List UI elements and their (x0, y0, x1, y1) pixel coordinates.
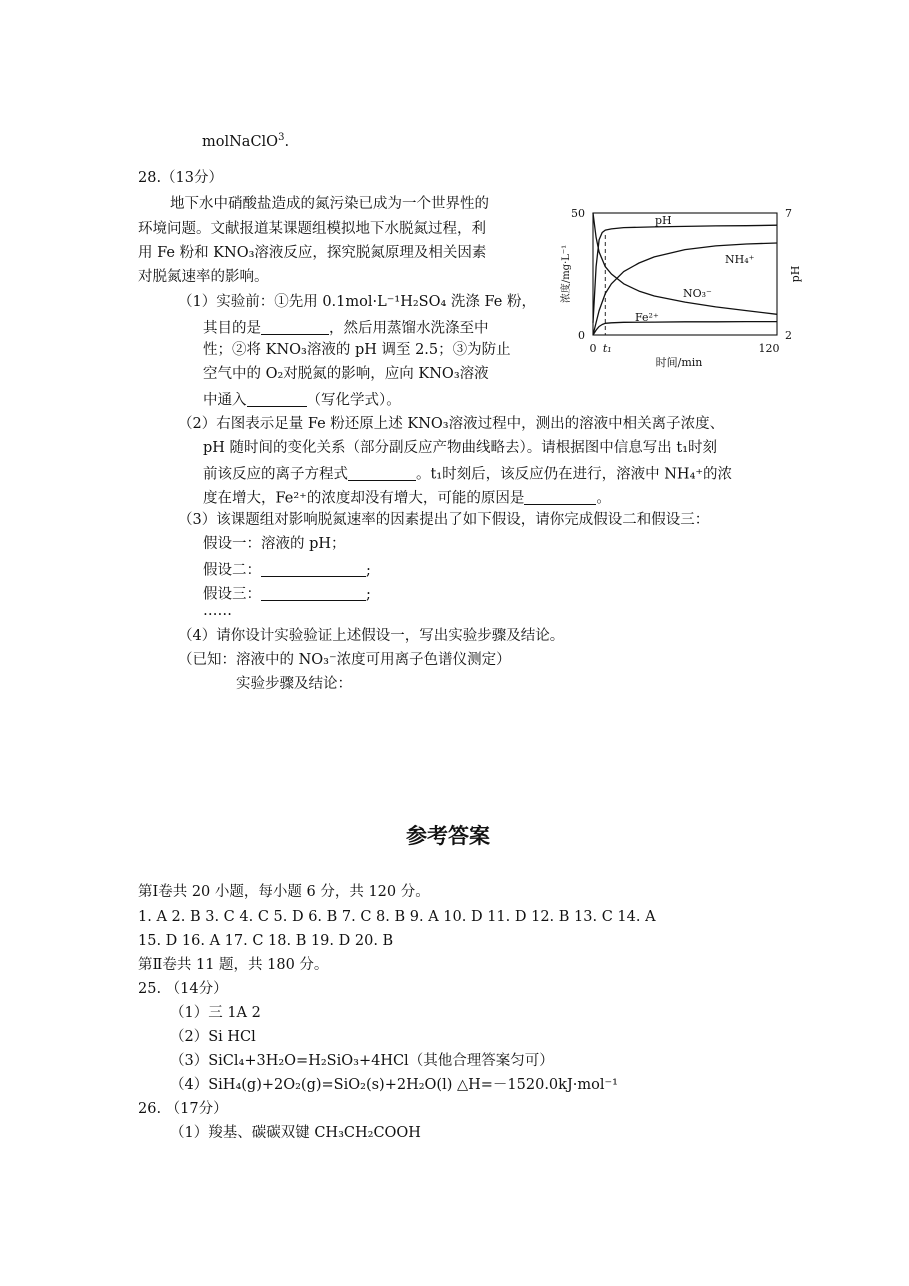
q28-part2-line: （2）右图表示足量 Fe 粉还原上述 KNO₃溶液过程中，测出的溶液中相关离子浓度、 (178, 416, 725, 432)
x-axis-label: 时间/min (655, 356, 703, 369)
q25-header: 25. （14分） (138, 981, 228, 997)
series-label: pH (655, 214, 672, 227)
y-right-tick-label: 2 (785, 329, 792, 342)
hypothesis-tail: ; (366, 586, 371, 603)
q28-part2-line (203, 489, 611, 506)
x-tick-label: 120 (758, 342, 780, 355)
y-left-tick-label: 50 (571, 207, 585, 220)
q25-answer: （2）Si HCl (170, 1029, 256, 1045)
y-right-tick-label: 7 (785, 207, 792, 220)
y-right-axis-label: pH (789, 265, 802, 283)
x-tick-label: 0 (589, 342, 597, 355)
answers-title: 参考答案 (406, 824, 490, 848)
q28-part4-line: （已知：溶液中的 NO₃⁻浓度可用离子色谱仪测定） (178, 652, 511, 668)
q28-intro-line: 地下水中硝酸盐造成的氮污染已成为一个世界性的 (170, 196, 489, 212)
q28-part2-text: 度在增大，Fe²⁺的浓度却没有增大，可能的原因是 (203, 490, 525, 507)
q28-part2-line (203, 465, 732, 482)
series-line-Fe²⁺ (593, 322, 777, 335)
answers-line: 第Ⅱ卷共 11 题，共 180 分。 (138, 957, 329, 973)
q25-answer: （4）SiH₄(g)+2O₂(g)=SiO₂(s)+2H₂O(l) △H=－1520.0kJ·mol⁻¹ (170, 1077, 618, 1093)
q28-part4-line: 实验步骤及结论： (236, 676, 352, 692)
q28-part2-text: 前该反应的离子方程式 (203, 466, 348, 483)
q26-header: 26. （17分） (138, 1101, 228, 1117)
q28-part1-text: （写化学式）。 (306, 392, 401, 409)
answer-blank[interactable] (348, 465, 416, 481)
hypothesis-label: 假设二： (203, 562, 261, 579)
answer-blank[interactable] (261, 319, 329, 335)
ellipsis: …… (203, 603, 232, 619)
q28-intro-line: 用 Fe 粉和 KNO₃溶液反应，探究脱氮原理及相关因素 (138, 245, 487, 261)
q28-part1-text: 中通入 (203, 392, 247, 409)
q28-part1-text: ，然后用蒸馏水洗涤至中 (329, 320, 489, 337)
series-label: Fe²⁺ (635, 311, 659, 324)
answers-line: 15. D 16. A 17. C 18. B 19. D 20. B (138, 933, 394, 949)
q28-part2-text: 。 (596, 490, 611, 507)
q28-part1-line: （1）实验前：①先用 0.1mol·L⁻¹H₂SO₄ 洗涤 Fe 粉， (178, 294, 536, 310)
q25-answer: （1）三 1A 2 (170, 1005, 261, 1021)
answer-blank[interactable] (261, 585, 366, 601)
top-fragment-tail: . (284, 133, 290, 150)
y-left-tick-label: 0 (578, 329, 585, 342)
q28-part3-line: （3）该课题组对影响脱氮速率的因素提出了如下假设，请你完成假设二和假设三： (178, 512, 710, 528)
y-left-axis-label: 浓度/mg·L⁻¹ (561, 244, 572, 304)
q28-part1-line: 空气中的 O₂对脱氮的影响，应向 KNO₃溶液 (203, 366, 489, 382)
answer-blank[interactable] (524, 489, 596, 505)
answers-line: 1. A 2. B 3. C 4. C 5. D 6. B 7. C 8. B 9. A 10. D 11. D 12. B 13. C 14. A (138, 909, 656, 925)
answers-line: 第Ⅰ卷共 20 小题，每小题 6 分，共 120 分。 (138, 884, 430, 900)
series-label: NO₃⁻ (683, 287, 712, 300)
x-tick-label: t₁ (602, 342, 612, 355)
chart-series-group (593, 213, 777, 335)
answer-blank[interactable] (247, 391, 307, 407)
hypothesis-1: 假设一：溶液的 pH； (203, 536, 346, 552)
q28-intro-line: 对脱氮速率的影响。 (138, 269, 269, 285)
hypothesis-2 (203, 561, 371, 578)
top-fragment-sup: 3 (278, 132, 285, 143)
answer-blank[interactable] (261, 561, 366, 577)
q28-part1-text: 其目的是 (203, 320, 261, 337)
q28-part1-line: 性；②将 KNO₃溶液的 pH 调至 2.5；③为防止 (203, 342, 511, 358)
q28-part2-text: 。t₁时刻后，该反应仍在进行，溶液中 NH₄⁺的浓 (416, 466, 733, 483)
hypothesis-label: 假设三： (203, 586, 261, 603)
q25-answer: （3）SiCl₄+3H₂O=H₂SiO₃+4HCl（其他合理答案匀可） (170, 1053, 554, 1069)
q26-answer: （1）羧基、碳碳双键 CH₃CH₂COOH (170, 1125, 421, 1141)
q28-header: 28.（13分） (138, 170, 224, 186)
series-label: NH₄⁺ (725, 253, 755, 266)
q28-intro-line: 环境问题。文献报道某课题组模拟地下水脱氮过程，利 (138, 221, 486, 237)
concentration-ph-chart (555, 203, 810, 375)
q28-part2-line: pH 随时间的变化关系（部分副反应产物曲线略去）。请根据图中信息写出 t₁时刻 (203, 440, 718, 456)
top-fragment (202, 133, 289, 149)
hypothesis-3 (203, 585, 371, 602)
q28-part1-line (203, 391, 401, 408)
top-fragment-text: molNaClO (202, 133, 279, 150)
q28-part4-line: （4）请你设计实验验证上述假设一，写出实验步骤及结论。 (178, 628, 565, 644)
q28-part1-line (203, 319, 489, 336)
hypothesis-tail: ; (366, 562, 371, 579)
